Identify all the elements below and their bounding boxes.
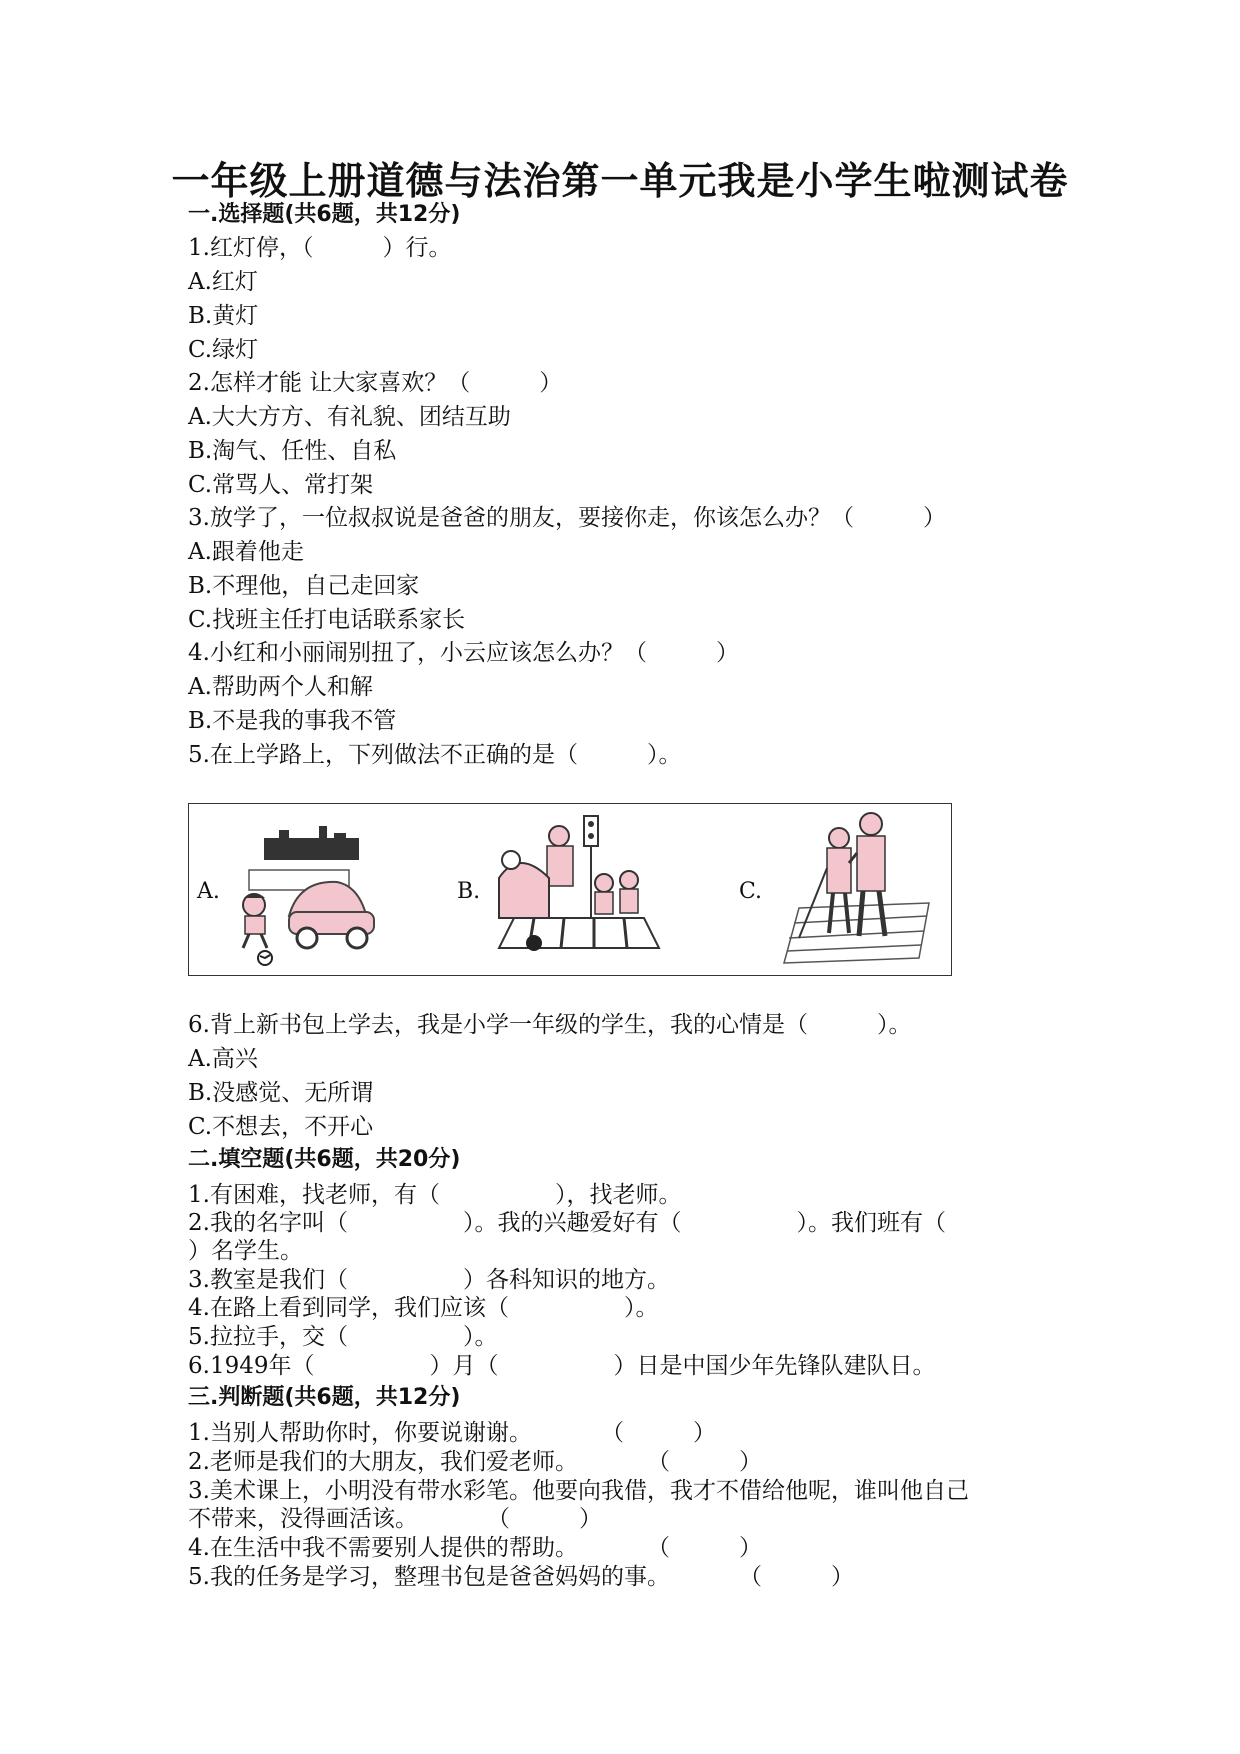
option-b: B.不理他，自己走回家 — [188, 573, 420, 599]
fill-question-continuation: ）名学生。 — [188, 1238, 303, 1264]
option-a: A.跟着他走 — [188, 539, 304, 565]
boy-playing-ball-near-car-illustration — [229, 808, 379, 973]
question-stem: 3.放学了，一位叔叔说是爸爸的朋友，要接你走，你该怎么办？（ ） — [188, 505, 946, 531]
option-b: B.淘气、任性、自私 — [188, 438, 397, 464]
option-b: B.没感觉、无所谓 — [188, 1080, 374, 1106]
question-stem: 2.怎样才能 让大家喜欢？（ ） — [188, 370, 563, 396]
question-stem: 1.红灯停，（ ）行。 — [188, 235, 452, 261]
fill-question: 5.拉拉手，交（ ）。 — [188, 1324, 498, 1350]
judge-question: 2.老师是我们的大朋友，我们爱老师。 （ ） — [188, 1449, 762, 1475]
fill-question: 4.在路上看到同学，我们应该（ ）。 — [188, 1295, 659, 1321]
option-c: C.不想去，不开心 — [188, 1114, 374, 1140]
judge-question: 5.我的任务是学习，整理书包是爸爸妈妈的事。 （ ） — [188, 1564, 854, 1590]
judge-question-continuation: 不带来，没得画活该。 （ ） — [188, 1506, 602, 1532]
option-a: A.红灯 — [188, 269, 258, 295]
section-heading-judge: 三.判断题(共6题，共12分) — [188, 1385, 461, 1410]
children-crossing-with-traffic-police-illustration — [489, 808, 664, 973]
judge-question: 1.当别人帮助你时，你要说谢谢。 （ ） — [188, 1420, 716, 1446]
figure-label-a: A. — [197, 879, 220, 904]
fill-question: 2.我的名字叫（ ）。我的兴趣爱好有（ ）。我们班有（ — [188, 1210, 946, 1236]
question-stem: 6.背上新书包上学去，我是小学一年级的学生，我的心情是（ ）。 — [188, 1012, 912, 1038]
fill-question: 3.教室是我们（ ）各科知识的地方。 — [188, 1267, 670, 1293]
option-c: C.找班主任打电话联系家长 — [188, 607, 466, 633]
fill-question: 1.有困难，找老师，有（ ），找老师。 — [188, 1182, 682, 1208]
question-figure — [188, 803, 952, 976]
option-b: B.不是我的事我不管 — [188, 708, 397, 734]
judge-question: 3.美术课上，小明没有带水彩笔。他要向我借，我才不借给他呢，谁叫他自己 — [188, 1478, 969, 1504]
option-a: A.高兴 — [188, 1046, 258, 1072]
page-title: 一年级上册道德与法治第一单元我是小学生啦测试卷 — [171, 158, 1069, 203]
figure-label-c: C. — [739, 879, 763, 904]
judge-question: 4.在生活中我不需要别人提供的帮助。 （ ） — [188, 1535, 762, 1561]
option-a: A.大大方方、有礼貌、团结互助 — [188, 404, 511, 430]
section-heading-choice: 一.选择题(共6题，共12分) — [188, 202, 461, 227]
option-c: C.常骂人、常打架 — [188, 472, 374, 498]
section-heading-fill: 二.填空题(共6题，共20分) — [188, 1147, 461, 1172]
question-stem: 4.小红和小丽闹别扭了，小云应该怎么办？（ ） — [188, 640, 739, 666]
option-b: B.黄灯 — [188, 303, 259, 329]
option-c: C.绿灯 — [188, 337, 259, 363]
helping-blind-person-cross-illustration — [779, 808, 939, 973]
figure-label-b: B. — [457, 879, 481, 904]
question-stem: 5.在上学路上，下列做法不正确的是（ ）。 — [188, 742, 682, 768]
fill-question: 6.1949年（ ）月（ ）日是中国少年先锋队建队日。 — [188, 1353, 936, 1379]
option-a: A.帮助两个人和解 — [188, 674, 373, 700]
